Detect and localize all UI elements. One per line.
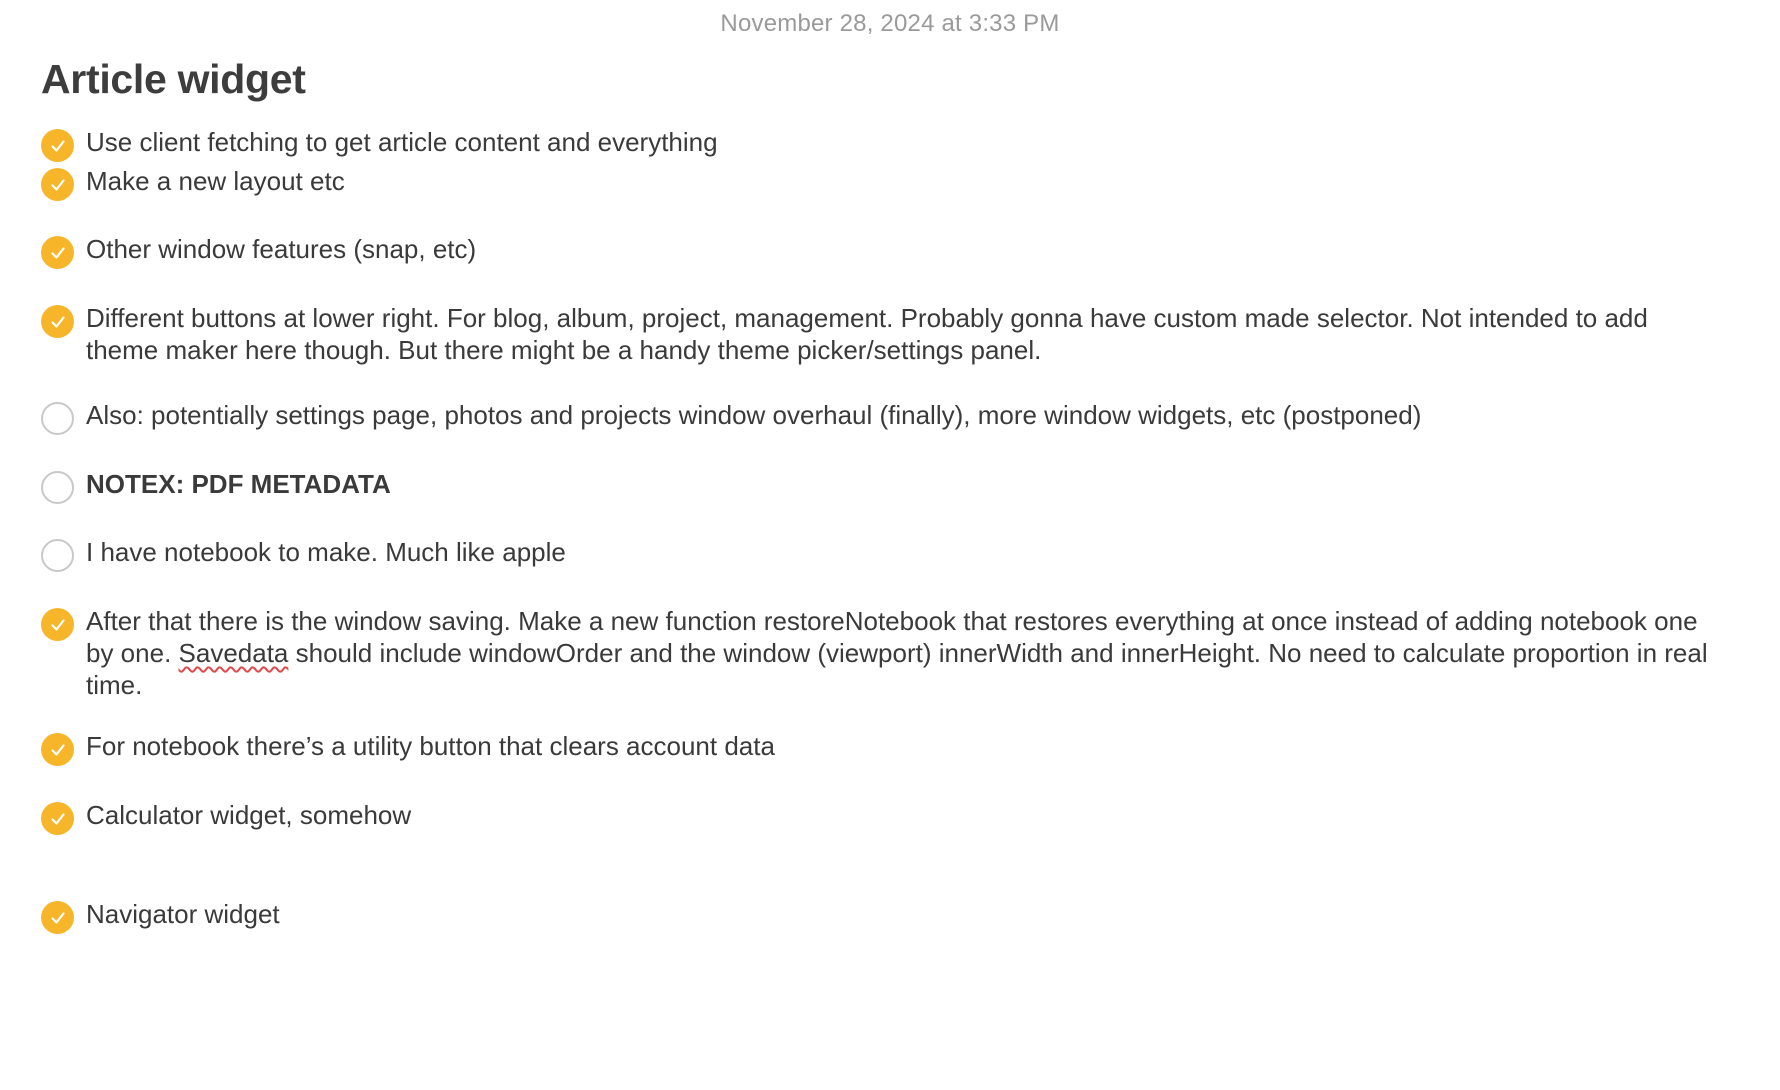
checkbox-checked-icon[interactable] bbox=[41, 608, 74, 641]
checklist-item-text[interactable]: Make a new layout etc bbox=[86, 166, 345, 196]
checkmark-icon bbox=[49, 137, 67, 155]
checkbox-unchecked-icon[interactable] bbox=[41, 471, 74, 504]
checklist-item bbox=[41, 605, 1721, 701]
checkmark-icon bbox=[49, 616, 67, 634]
checklist-item-text[interactable]: I have notebook to make. Much like apple bbox=[86, 537, 566, 567]
item-text-part: After that there is the window saving. Make a new function restoreNotebook that restores everything at once instead of adding notebook one by one. bbox=[86, 606, 1698, 668]
checklist-item bbox=[41, 165, 1721, 201]
checklist-item-text[interactable]: Use client fetching to get article content and everything bbox=[86, 127, 718, 157]
checkbox-checked-icon[interactable] bbox=[41, 802, 74, 835]
checklist-item bbox=[41, 898, 1721, 934]
checklist-item-text[interactable] bbox=[86, 605, 1721, 701]
checkbox-checked-icon[interactable] bbox=[41, 305, 74, 338]
checklist-item-text[interactable]: Also: potentially settings page, photos and projects window overhaul (finally), more window widgets, etc (postponed) bbox=[86, 400, 1422, 430]
checkbox-checked-icon[interactable] bbox=[41, 236, 74, 269]
checklist-item-text[interactable]: NOTEX: PDF METADATA bbox=[86, 469, 391, 499]
checklist-item-text[interactable]: For notebook there’s a utility button that clears account data bbox=[86, 731, 775, 761]
checkmark-icon bbox=[49, 741, 67, 759]
checklist-item-text[interactable]: Navigator widget bbox=[86, 899, 280, 929]
checkbox-checked-icon[interactable] bbox=[41, 733, 74, 766]
checklist-item-text[interactable]: Calculator widget, somehow bbox=[86, 800, 412, 830]
checkmark-icon bbox=[49, 810, 67, 828]
item-text-part: should include windowOrder and the window (viewport) innerWidth and innerHeight. No need to calculate proportion in real time. bbox=[86, 638, 1708, 700]
checkbox-checked-icon[interactable] bbox=[41, 129, 74, 162]
checklist-item bbox=[41, 233, 1721, 269]
note-title[interactable]: Article widget bbox=[41, 56, 306, 102]
checkbox-checked-icon[interactable] bbox=[41, 901, 74, 934]
checklist-item-text[interactable]: Different buttons at lower right. For blog, album, project, management. Probably gonna have custom made selector. Not intended to add theme maker here though. But there might be a handy theme picker/settings panel. bbox=[86, 303, 1648, 365]
checklist-item-text[interactable]: Other window features (snap, etc) bbox=[86, 234, 477, 264]
misspelled-word[interactable]: Savedata bbox=[178, 638, 289, 668]
checkmark-icon bbox=[49, 244, 67, 262]
checklist-item bbox=[41, 468, 1721, 504]
checklist-item bbox=[41, 799, 1721, 835]
checklist-item bbox=[41, 730, 1721, 766]
checkbox-checked-icon[interactable] bbox=[41, 168, 74, 201]
checkbox-unchecked-icon[interactable] bbox=[41, 539, 74, 572]
checklist-item bbox=[41, 302, 1721, 366]
checklist-item bbox=[41, 536, 1721, 572]
checkmark-icon bbox=[49, 909, 67, 927]
note-timestamp: November 28, 2024 at 3:33 PM bbox=[720, 10, 1060, 37]
checkbox-unchecked-icon[interactable] bbox=[41, 402, 74, 435]
checklist-item bbox=[41, 399, 1721, 435]
checklist-item bbox=[41, 126, 1721, 162]
checkmark-icon bbox=[49, 176, 67, 194]
checkmark-icon bbox=[49, 313, 67, 331]
